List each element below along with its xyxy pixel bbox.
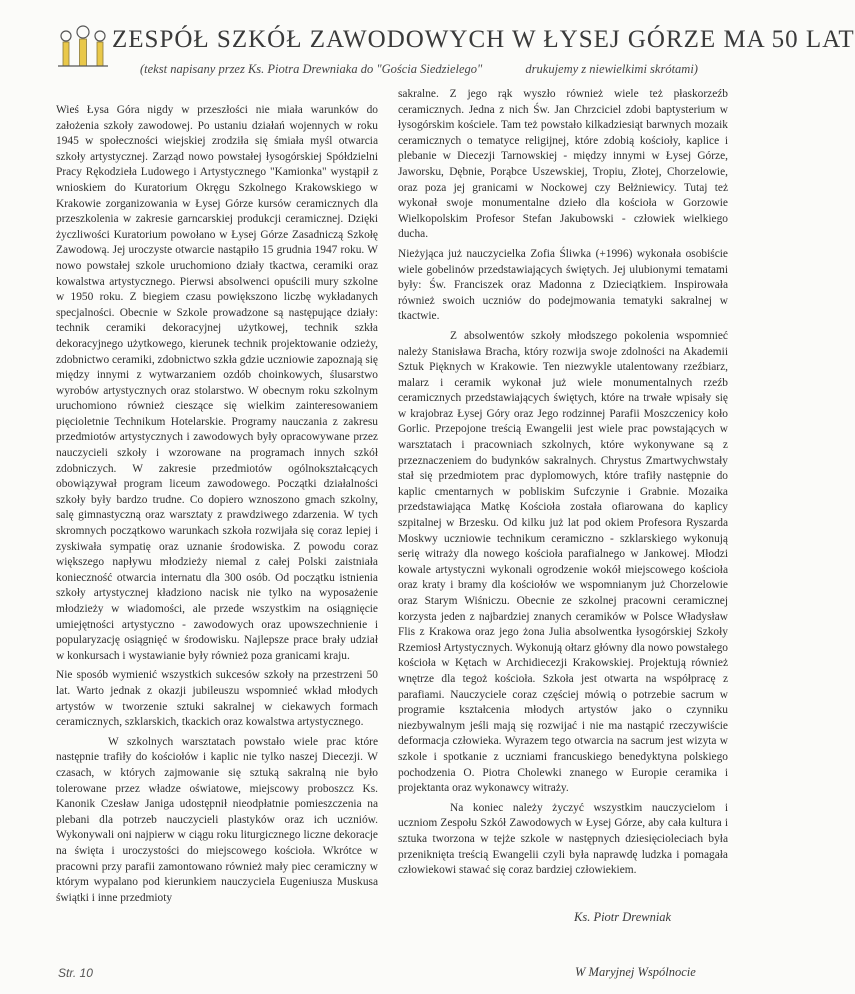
school-logo-icon xyxy=(56,24,110,70)
article-byline xyxy=(140,62,750,77)
article-paragraph: Na koniec należy życzyć wszystkim nauczycielom i uczniom Zespołu Szkół Zawodowych w Łysej Górze, aby cała kultura i sztuka tworzona w tejże szkole w następnych dziesięcioleciach była przeniknięta treścią Ewangelii czyli była naprawdę ludzka i pomagała człowiekowi stawać się coraz bardziej człowiekiem. xyxy=(398,801,728,877)
byline-note: drukujemy z niewielkimi skrótami) xyxy=(525,62,698,76)
article-title: ZESPÓŁ SZKÓŁ ZAWODOWYCH W ŁYSEJ GÓRZE MA 50 LAT xyxy=(112,26,855,53)
publication-name: W Maryjnej Wspólnocie xyxy=(575,965,696,979)
article-column-right xyxy=(398,87,728,879)
article-paragraph: Nieżyjąca już nauczycielka Zofia Śliwka (+1996) wykonała osobiście wiele gobelinów przedstawiających świętych. Jej ulubionymi tematami były: Św. Franciszek oraz Madonna z Dzieciątkiem. Inspirowała również swoich uczniów do podejmowania tematyki sakralnej w tkactwie. xyxy=(398,247,728,323)
page-number: Str. 10 xyxy=(58,966,93,980)
author-signature: Ks. Piotr Drewniak xyxy=(574,910,672,924)
article-column-left xyxy=(56,103,378,906)
article-paragraph: sakralne. Z jego rąk wyszło również wiele też płaskorzeźb ceramicznych. Jedna z nich Św. Jan Chrzciciel zdobi baptysterium w łysogórskim kościele. Tam też powstało kilkadziesiąt barwnych mozaik ceramicznych o tematyce religijnej, które zdobią kościoły, kaplice i plebanie w Diecezji Tarnowskiej - między innymi w Łysej Górze, Jaworsku, Dębnie, Porąbce Uszewskiej, Tropiu, Złotej, Chorzelowie, oraz poza jej granicami w Nockowej czy Bełżniewicy. Tutaj też wykonał swoje monumentalne dzieło dla kościoła w Gorzowie Wielkopolskim Profesor Stefan Jakubowski - człowiek wielkiego ducha. xyxy=(398,88,728,241)
article-paragraph: W szkolnych warsztatach powstało wiele prac które następnie trafiły do kościołów i kaplic nie tylko naszej Diecezji. W czasach, w których zajmowanie się sztuką sakralną nie było tolerowane przez władze oświatowe, miejscowy proboszcz Ks. Kanonik Czesław Janiga udostępnił nieodpłatnie pomieszczenia na plebani dla potrzeb nauczycieli plastyków oraz ich uczniów. Wykonywali oni najpierw w ciągu roku liturgicznego liczne dekoracje na święta i uroczystości do miejscowego kościoła. Wkrótce w pracowni przy parafii zamontowano również mały piec ceramiczny w którym wypalano pod kierunkiem nauczyciela Eugeniusza Muskusa świątki i inne przedmioty xyxy=(56,735,378,904)
byline-text: (tekst napisany przez Ks. Piotra Drewniaka do "Gościa Siedzielego" xyxy=(140,62,483,76)
article-paragraph: Z absolwentów szkoły młodszego pokolenia wspomnieć należy Stanisława Bracha, który rozwija swoje zdolności na Akademii Sztuk Pięknych w Krakowie. Ten niezwykle utalentowany rzeźbiarz, malarz i ceramik wykonał już wiele monumentalnych rzeźb ceramicznych przedstawiających świętych, które na trwałe wpisały się w krajobraz Łysej Góry oraz Jego rodzinnej Parafii Moszczenicy koło Gorlic. Przepojone treścią Ewangelii jest wiele prac powstających w warsztatach i pracowniach szkolnych, które wykonywane są z przeznaczeniem do budynków sakralnych. Chrystus Zmartwychwstały stał się przedmiotem prac dyplomowych, które trafiły następnie do kaplic cmentarnych w pobliskim Sufczynie i Grabnie. Mozaika przedstawiająca Matkę Kościoła została ofiarowana do kaplicy szpitalnej w Brzesku. Od kilku już lat pod okiem Profesora Ryszarda Moskwy uczniowie technikum ceramiczno - szklarskiego wykonują serię witraży dla nowego kościoła parafialnego w Jankowej. Młodzi kowale artystyczni wykonali ogrodzenie wokół miejscowego kościoła oraz kraty i bramy dla kościołów we wspomnianym już Chorzelowie oraz Starym Wiśniczu. Obecnie ze szkolnej pracowni ceramicznej korzysta jeden z najbardziej znanych ceramików w Polsce Władysław Flis z Krakowa oraz jego żona Julia absolwentka łysogórskiej Szkoły Rzemiosł Artystycznych. Wykonują ołtarz główny dla nowo powstałego kościoła w Kętach w Archidiecezji Krakowskiej. Projektują również wnętrze dla tegoż kościoła. Szkoła jest otwarta na współpracę z parafiami. Nauczyciele coraz częściej mówią o potrzebie sacrum w programie kształcenia młodych artystów jako o czynniku niezbywalnym jeśli mają się rozwijać i nie ma nastąpić rzeczywiście deformacja człowieka. Wyrazem tego otwarcia na sacrum jest wizyta w szkole i spotkanie z uczniami francuskiego benedyktyna polskiego pochodzenia O. Piotra Cholewki znanego w Europie ceramika i projektanta oraz wykonawcy witraży. xyxy=(398,329,728,795)
article-paragraph: Wieś Łysa Góra nigdy w przeszłości nie miała warunków do założenia szkoły zawodowej. Po ustaniu działań wojennych w roku 1945 w społeczności wiejskiej zrodziła się śmiała myśl otwarcia szkoły artystycznej. Zarząd nowo powstałej łysogórskiej Spółdzielni Pracy Rękodzieła Ludowego i Artystycznego "Kamionka" wystąpił z wnioskiem do Kuratorium Okręgu Szkolnego Krakowskiego w Krakowie zorganizowania w Łysej Górze kursów ceramicznych dla przeszkolenia w zakresie garncarskiej produkcji ceramicznej. Dzięki życzliwości Kuratorium powołano w Łysej Górze Zasadniczą Szkołę Zawodową. Jej uroczyste otwarcie nastąpiło 15 grudnia 1947 roku. W nowo powstałej szkole uruchomiono działy tkactwa, ceramiki oraz kowalstwa artystycznego. Pierwsi absolwenci opuścili mury szkolne w 1950 roku. Z biegiem czasu powiększono liczbę wykładanych specjalności. Obecnie w Szkole prowadzone są następujące działy: technik ceramiki dekoracyjnej użytkowej, technik szkła dekoracyjnego użytkowego, kierunek technik projektowanie odzieży, zdobnictwo ceramiki, zdobnictwo szkła gdzie uczniowie zapoznają się między innymi z wytwarzaniem ozdób choinkowych, ślusarstwo wyrobów artystycznych oraz stolarstwo. W obecnym roku szkolnym uruchomiono również cieszące się wielkim zainteresowaniem pięcioletnie Technikum Hotelarskie. Programy nauczania z zakresu przedmiotów artystycznych i zawodowych były opracowywane przez nauczycieli szkoły i wzorowane na programach innych szkół zdobniczych. W zakresie przedmiotów ogólnokształcących obowiązywał program liceum zawodowego. Początki działalności szkoły były bardzo trudne. Co dopiero wznoszono gmach szkolny, salę gimnastyczną oraz warsztaty z prawdziwego zdarzenia. W tych skromnych początkowo warunkach szkoła rozwijała się coraz lepiej i zyskiwała sympatię oraz uznanie środowiska. Z powodu coraz większego napływu młodzieży niemal z całej Polski zaistniała konieczność otwarcia internatu dla 300 osób. Od początku istnienia szkoły artystycznej kładziono nacisk nie tylko na wyposażenie młodzieży w wiadomości, ale przede wszystkim na osiągnięcie umiejętności artystyczno - zawodowych oraz upowszechnienie i popularyzację osiągnięć w środowisku. Najlepsze prace brały udział w konkursach i wystawianie były również poza granicami kraju. xyxy=(56,104,378,662)
article-paragraph: Nie sposób wymienić wszystkich sukcesów szkoły na przestrzeni 50 lat. Warto jednak z okazji jubileuszu wspomnieć wkład młodych artystów w tworzenie sztuki sakralnej w ciekawych formach ceramicznych, szklarskich, tkackich oraz kowalstwa artystycznego. xyxy=(56,669,378,729)
